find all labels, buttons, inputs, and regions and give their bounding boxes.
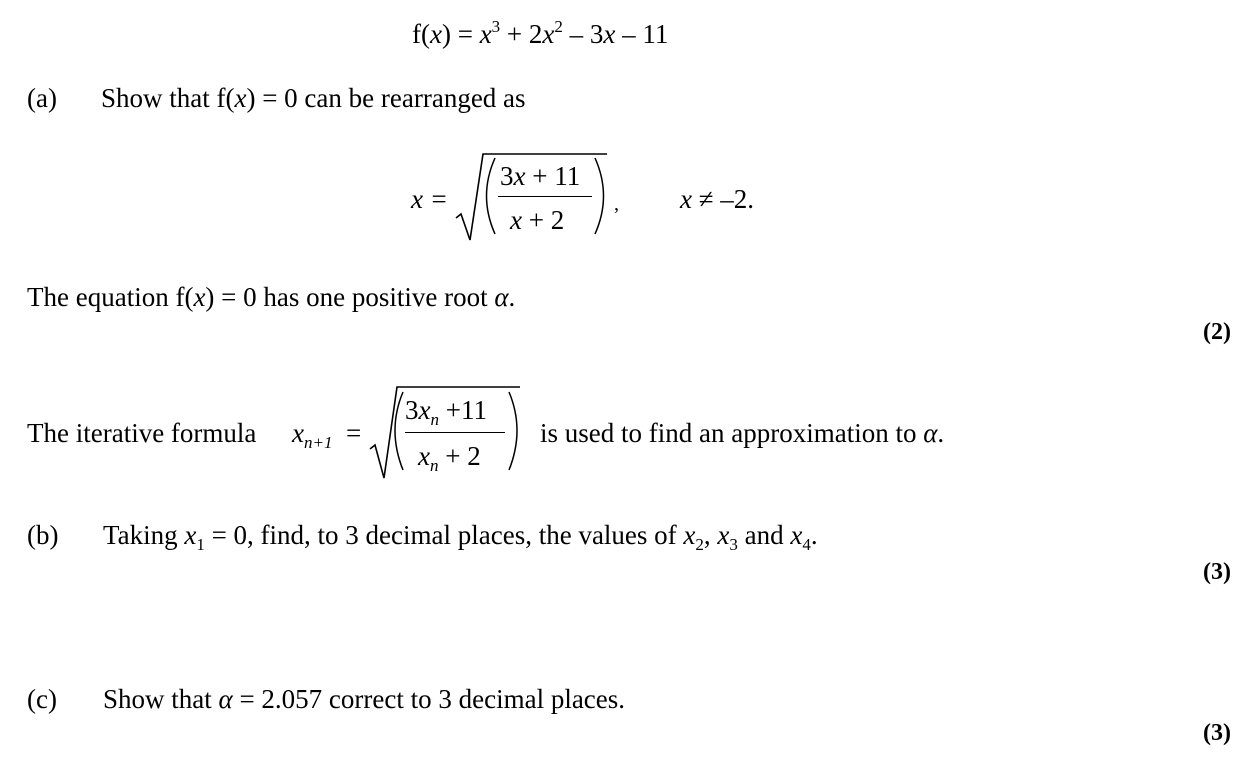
fn-t2-base: x (542, 19, 555, 49)
iterative-lhs-var: x (292, 418, 304, 448)
root-post: ) = 0 has one positive root (205, 282, 495, 312)
part-b-t2: = 0, find, to 3 decimal places, the values of (204, 520, 684, 550)
iterative-den-post: + 2 (438, 441, 481, 471)
iterative-post-text: is used to find an approximation to (540, 418, 924, 448)
iterative-pre: The iterative formula (27, 418, 257, 448)
iterative-den-sub: n (429, 456, 439, 475)
iterative-lhs-sub: n+1 (303, 433, 333, 452)
iterative-denominator (418, 443, 481, 474)
root-var: x (193, 282, 206, 312)
part-b-label: (b) (27, 520, 59, 550)
condition-post: ≠ –2. (691, 184, 755, 214)
part-c-marks: (3) (1203, 720, 1231, 746)
part-b-x2: x (683, 520, 696, 550)
fn-t1-exp: 3 (491, 17, 501, 36)
iterative-num-post: +11 (438, 395, 487, 425)
iterative-end: . (937, 418, 945, 448)
part-b-x4: x (790, 520, 803, 550)
part-a-marks: (2) (1203, 319, 1231, 345)
root-pre: The equation f( (27, 282, 194, 312)
part-c-t2: = 2.057 correct to 3 decimal places. (232, 684, 626, 714)
rearranged-comma: , (614, 193, 619, 215)
fn-t3-base: x (603, 19, 616, 49)
part-b-marks: (3) (1203, 559, 1231, 585)
part-c-t1: Show that (103, 684, 219, 714)
part-b-text (103, 522, 818, 553)
part-b-t3: , (703, 520, 718, 550)
part-b-x3-sub: 3 (729, 535, 738, 554)
fn-t1-base: x (479, 19, 492, 49)
part-a-label: (a) (27, 83, 57, 113)
part-b-t5: . (810, 520, 818, 550)
part-c-text (103, 686, 625, 713)
part-b-x2-sub: 2 (695, 535, 704, 554)
part-b-x3: x (717, 520, 730, 550)
part-b-x1-sub: 1 (196, 535, 205, 554)
rearranged-lhs: x = (411, 184, 448, 214)
fn-lhs: f( (412, 19, 430, 49)
rearranged-num-var: x (513, 161, 526, 191)
part-a-text-var: x (234, 83, 247, 113)
fn-var: x (429, 19, 442, 49)
part-b-x4-sub: 4 (802, 535, 811, 554)
fn-plus1: + 2 (500, 19, 543, 49)
iterative-alpha: α (923, 418, 938, 448)
fn-tail: – 11 (615, 19, 669, 49)
rearranged-num-pre: 3 (500, 161, 514, 191)
fn-rhs-open: ) = (441, 19, 480, 49)
iterative-post (540, 420, 944, 447)
part-b-t1: Taking (103, 520, 185, 550)
root-alpha: α (494, 282, 509, 312)
part-a-text-post: ) = 0 can be rearranged as (246, 83, 526, 113)
iterative-num-pre: 3 (405, 395, 419, 425)
iterative-numerator (405, 397, 487, 428)
iterative-fraction-bar (405, 432, 505, 433)
part-b-t4: and (737, 520, 791, 550)
iterative-num-var: x (418, 395, 431, 425)
part-c-label: (c) (27, 684, 57, 714)
fn-minus1: – 3 (562, 19, 604, 49)
part-a-text-pre: Show that f( (101, 83, 235, 113)
condition-var: x (680, 184, 692, 214)
root-end: . (508, 282, 516, 312)
rearranged-num-post: + 11 (525, 161, 581, 191)
rearranged-den-var: x (510, 205, 522, 235)
iterative-num-sub: n (430, 410, 439, 429)
rearranged-den-post: + 2 (521, 205, 565, 235)
iterative-den-var: x (418, 441, 430, 471)
fn-t2-exp: 2 (554, 17, 563, 36)
iterative-equals: = (346, 418, 362, 448)
part-b-x1: x (184, 520, 197, 550)
part-c-alpha: α (218, 684, 233, 714)
